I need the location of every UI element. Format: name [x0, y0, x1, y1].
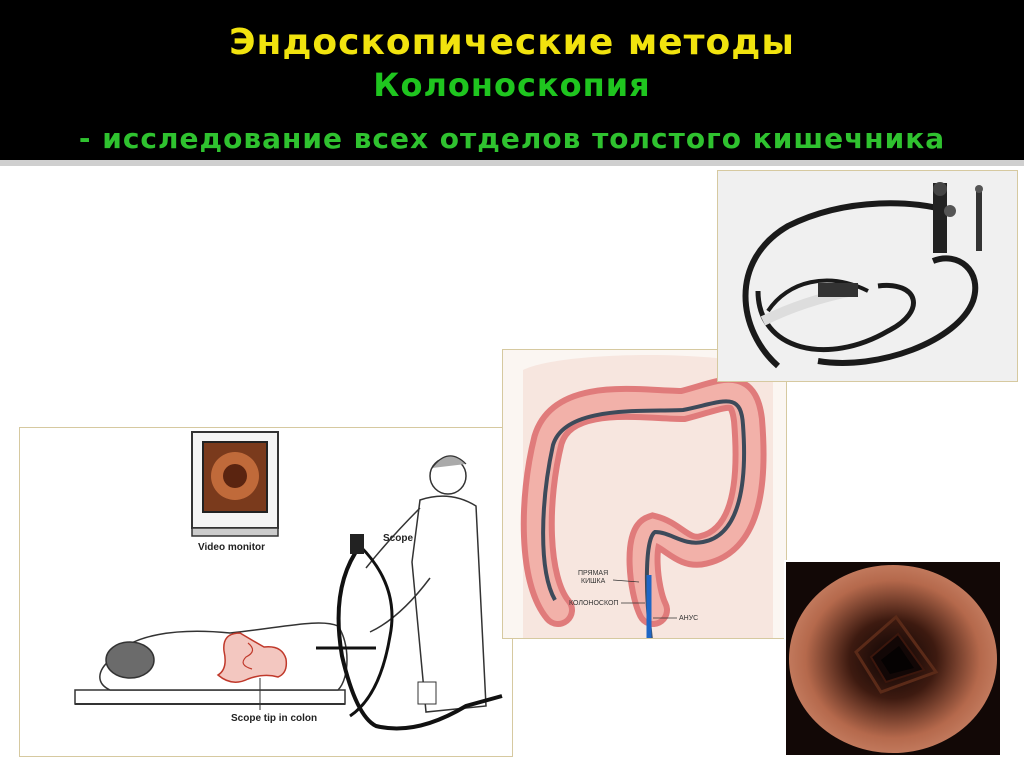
video-monitor-label: Video monitor [198, 542, 266, 553]
slide-subtitle: Колоноскопия [373, 66, 651, 104]
slide-description: - исследование всех отделов толстого кишечника [78, 122, 946, 155]
scope-tip-label: Scope tip in colon [231, 713, 318, 724]
rectum-label-line1: ПРЯМАЯ [578, 570, 609, 577]
procedure-illustration [19, 427, 513, 757]
rectum-label-line2: КИШКА [581, 578, 606, 585]
endoscopic-view-photo [784, 560, 1002, 757]
doctor-figure [366, 456, 486, 712]
slide-header [0, 0, 1024, 160]
anus-label: АНУС [679, 615, 699, 622]
header-divider [0, 160, 1024, 166]
scope-label: Scope [383, 533, 414, 544]
colon-anatomy-illustration [502, 349, 787, 639]
video-monitor-icon [192, 432, 278, 536]
slide-title: Эндоскопические методы [229, 22, 795, 63]
colonoscope-device-photo [717, 170, 1018, 382]
colonoscope-label: КОЛОНОСКОП [569, 600, 619, 607]
